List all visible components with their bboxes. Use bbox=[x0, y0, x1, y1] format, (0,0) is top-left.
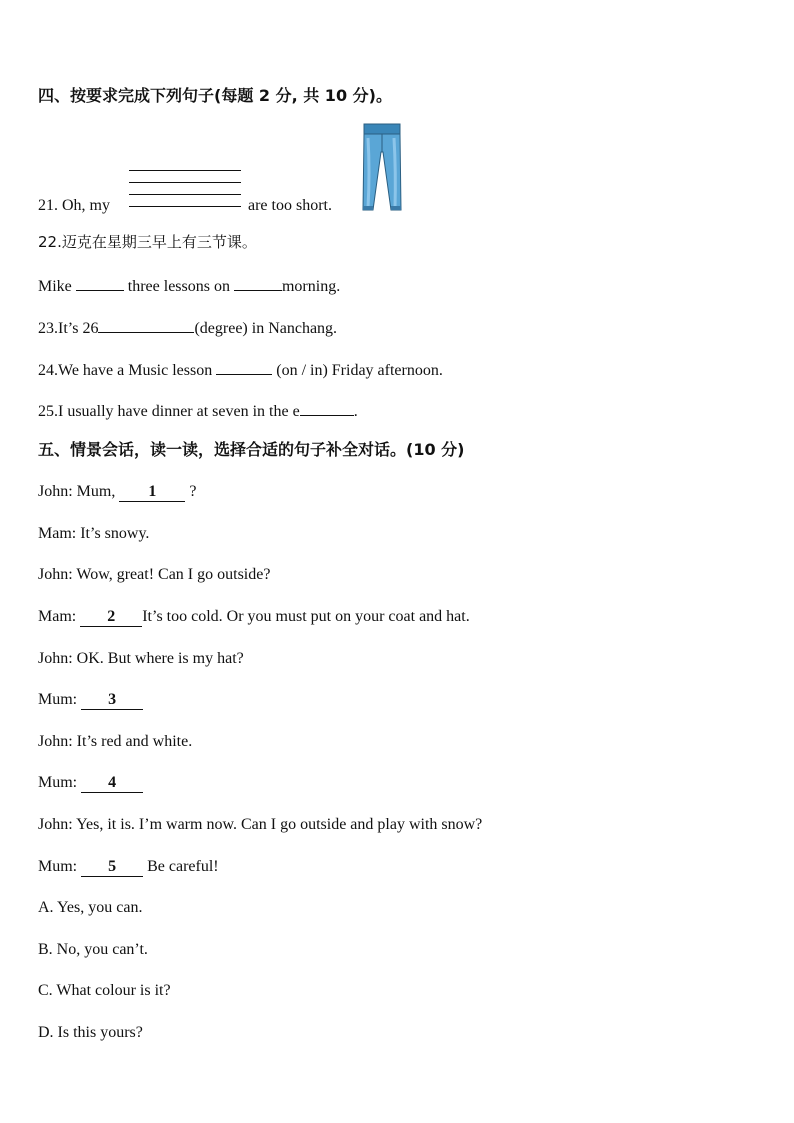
q22-part3: morning. bbox=[281, 278, 341, 295]
jeans-icon bbox=[360, 122, 404, 214]
dialogue-speaker: Mam: bbox=[38, 608, 81, 625]
section-5-heading: 五、情景会话，读一读，选择合适的句子补全对话。(10 分) bbox=[38, 440, 465, 459]
q24-sentence bbox=[38, 358, 443, 381]
q21-line bbox=[38, 196, 332, 216]
q22-part1: Mike bbox=[38, 278, 72, 295]
dialogue-blank-2[interactable]: 2 bbox=[80, 608, 142, 627]
dialogue-blank-4[interactable]: 4 bbox=[81, 774, 143, 793]
dialogue-line-7: John: It’s red and white. bbox=[38, 733, 193, 750]
dialogue-after: It’s too cold. Or you must put on your coat and hat. bbox=[142, 608, 470, 625]
dialogue-line-2: Mam: It’s snowy. bbox=[38, 525, 150, 542]
q24-part1: 24.We have a Music lesson bbox=[38, 362, 213, 379]
dialogue-blank-3[interactable]: 3 bbox=[81, 691, 143, 710]
q22-part2: three lessons on bbox=[127, 278, 230, 295]
option-c: C. What colour is it? bbox=[38, 982, 171, 999]
dialogue-line-5: John: OK. But where is my hat? bbox=[38, 650, 244, 667]
dialogue-speaker: Mum: bbox=[38, 691, 82, 708]
dialogue-after: Be careful! bbox=[143, 858, 219, 875]
q22-chinese-prompt: 22.迈克在星期三早上有三节课。 bbox=[38, 233, 257, 251]
dialogue-line-10 bbox=[38, 857, 219, 877]
dialogue-blank-1[interactable]: 1 bbox=[119, 483, 185, 502]
dialogue-blank-5[interactable]: 5 bbox=[81, 858, 143, 877]
dialogue-speaker: Mum: bbox=[38, 858, 82, 875]
answer-blank[interactable] bbox=[300, 399, 354, 416]
answer-rule bbox=[129, 170, 241, 171]
dialogue-line-1 bbox=[38, 482, 196, 502]
q24-part2: (on / in) Friday afternoon. bbox=[276, 362, 443, 379]
dialogue-line-6 bbox=[38, 690, 143, 710]
q23-part2: (degree) in Nanchang. bbox=[194, 320, 338, 337]
answer-blank[interactable] bbox=[76, 274, 124, 291]
dialogue-speaker: John: Mum, bbox=[38, 483, 120, 500]
answer-blank[interactable] bbox=[98, 316, 194, 333]
q23-part1: 23.It’s 26 bbox=[38, 320, 99, 337]
q22-sentence bbox=[38, 274, 340, 297]
q25-part1: 25.I usually have dinner at seven in the e bbox=[38, 403, 300, 420]
q25-part2: . bbox=[353, 403, 358, 420]
answer-blank[interactable] bbox=[216, 358, 272, 375]
answer-rule bbox=[129, 194, 241, 195]
option-d: D. Is this yours? bbox=[38, 1024, 143, 1041]
q21-prefix: 21. Oh, my bbox=[38, 197, 110, 214]
answer-rule bbox=[129, 182, 241, 183]
dialogue-line-9: John: Yes, it is. I’m warm now. Can I go outside and play with snow? bbox=[38, 816, 483, 833]
option-a: A. Yes, you can. bbox=[38, 899, 143, 916]
dialogue-line-3: John: Wow, great! Can I go outside? bbox=[38, 566, 271, 583]
q25-sentence bbox=[38, 399, 358, 422]
answer-blank[interactable] bbox=[234, 274, 282, 291]
dialogue-line-4 bbox=[38, 607, 470, 627]
dialogue-after: ? bbox=[185, 483, 197, 500]
option-b: B. No, you can’t. bbox=[38, 941, 148, 958]
dialogue-speaker: Mum: bbox=[38, 774, 82, 791]
q21-suffix: are too short. bbox=[248, 197, 332, 214]
dialogue-line-8 bbox=[38, 773, 143, 793]
q23-sentence bbox=[38, 316, 337, 339]
section-4-heading: 四、按要求完成下列句子(每题 2 分, 共 10 分)。 bbox=[38, 86, 392, 105]
